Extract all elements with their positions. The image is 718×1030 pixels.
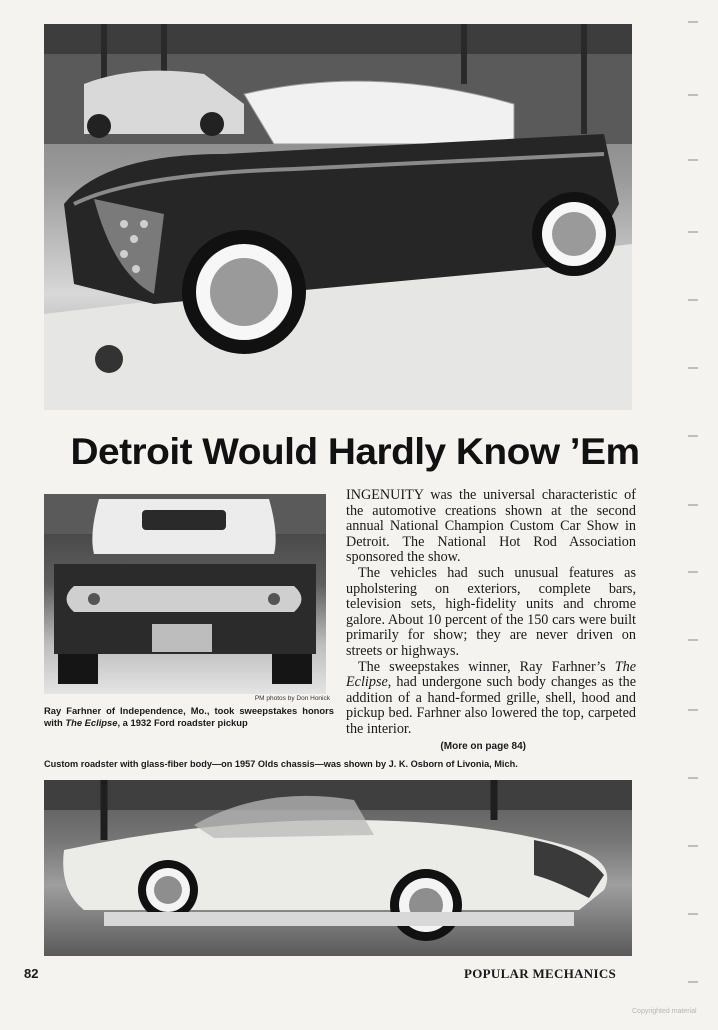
caption-eclipse: [44, 705, 334, 729]
roadster-illustration: [44, 780, 632, 956]
page-edge-marks: [682, 0, 712, 1030]
photo-eclipse-pickup: [44, 24, 632, 410]
photo-credit: PM photos by Don Honick: [254, 695, 330, 702]
article-paragraph-1: [346, 488, 636, 566]
article-body: [346, 488, 636, 754]
copyright-notice: Copyrighted material: [632, 1008, 697, 1015]
caption-eclipse-b: , a 1932 Ford roadster pickup: [117, 717, 248, 728]
article-p3-a: The sweepstakes winner, Ray Farhner’s: [358, 658, 615, 675]
article-p3-em: The Eclipse: [346, 658, 636, 691]
page-number: 82: [24, 966, 39, 981]
caption-eclipse-a: Ray Farhner of Independence, Mo., took sweepstakes honors with: [44, 705, 334, 728]
caption-roadster: Custom roadster with glass-fiber body—on 1957 Olds chassis—was shown by J. K. Osborn of Livonia, Mich.: [44, 759, 518, 769]
photo-glass-fiber-roadster: [44, 780, 632, 956]
article-p3-b: , had undergone such body changes as the addition of a hand-formed grille, shell, hood and pickup bed. Farhner also lowered the top, carpeted the interior.: [346, 674, 636, 737]
headline: Detroit Would Hardly Know ’Em: [70, 431, 640, 472]
photo-eclipse-rear: [44, 494, 326, 694]
eclipse-pickup-illustration: [44, 24, 632, 410]
article-p1-text: was the universal characteristic of the automotive creations shown at the second annual National Champion Custom Car Show in Detroit. The National Hot Rod Association sponsored the show.: [346, 487, 636, 566]
caption-eclipse-em: The Eclipse: [65, 717, 118, 728]
article-lead: INGENUITY: [346, 487, 424, 503]
article-paragraph-2: The vehicles had such unusual features as upholstering on exteriors, complete bars, television sets, high-fidelity units and chrome galore. About 10 percent of the 150 cars were built primarily for show; they are never driven on streets or highways.: [346, 564, 636, 659]
magazine-name: POPULAR MECHANICS: [464, 966, 617, 981]
article-paragraph-3: [346, 660, 636, 738]
eclipse-rear-illustration: [44, 494, 326, 694]
continued-note: (More on page 84): [440, 740, 526, 752]
